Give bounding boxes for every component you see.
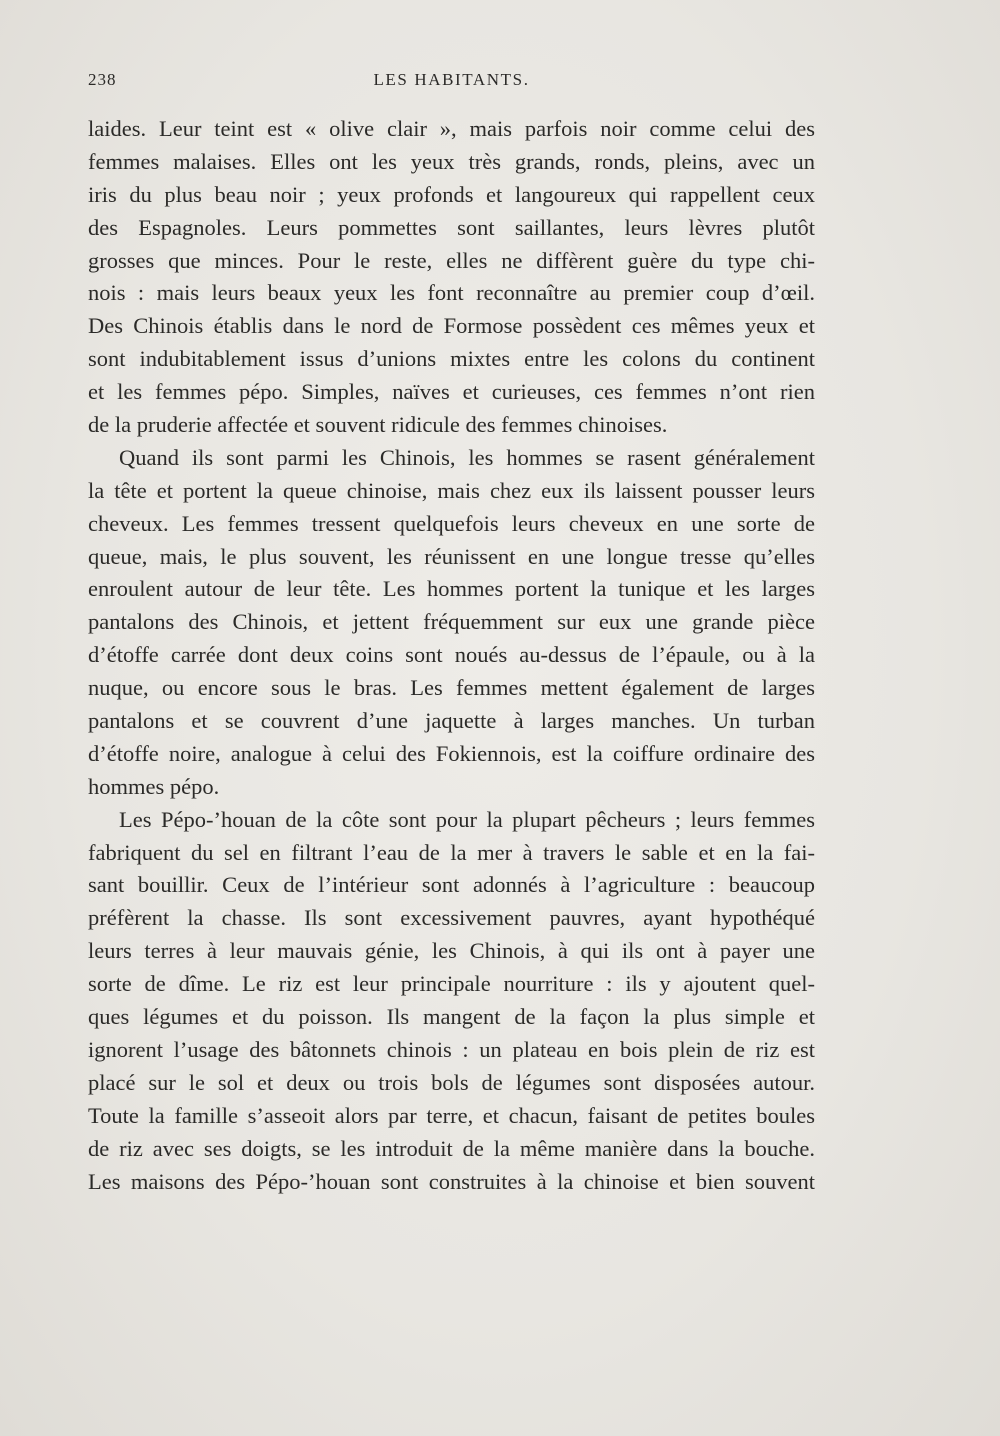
text-line: pantalons des Chinois, et jettent fréquemment sur eux une grande pièce <box>88 609 815 635</box>
text-line: laides. Leur teint est « olive clair », mais parfois noir comme celui des <box>88 116 815 141</box>
text-line: sorte de dîme. Le riz est leur principale nourriture : ils y ajoutent quel- <box>88 971 815 997</box>
text-line: Des Chinois établis dans le nord de Formose possèdent ces mêmes yeux et <box>88 313 815 339</box>
text-line: Quand ils sont parmi les Chinois, les hommes se rasent généralement <box>119 444 815 470</box>
text-line: de riz avec ses doigts, se les introduit de la même manière dans la bouche. <box>88 1135 815 1161</box>
text-line: Toute la famille s’asseoit alors par terre, et chacun, faisant de petites boules <box>88 1102 815 1128</box>
text-line: nuque, ou encore sous le bras. Les femmes mettent également de larges <box>88 675 815 701</box>
text-line: d’étoffe noire, analogue à celui des Fokiennois, est la coiffure ordinaire des <box>88 740 815 766</box>
text-line: nois : mais leurs beaux yeux les font reconnaître au premier coup d’œil. <box>88 280 815 306</box>
text-line: enroulent autour de leur tête. Les hommes portent la tunique et les larges <box>88 576 815 602</box>
text-line: ignorent l’usage des bâtonnets chinois : un plateau en bois plein de riz est <box>88 1036 815 1062</box>
text-line: leurs terres à leur mauvais génie, les Chinois, à qui ils ont à payer une <box>88 938 815 964</box>
body-text <box>88 113 815 1198</box>
text-line: Les Pépo-’houan de la côte sont pour la plupart pêcheurs ; leurs femmes <box>119 806 815 832</box>
text-line: et les femmes pépo. Simples, naïves et curieuses, ces femmes n’ont rien <box>88 379 815 405</box>
text-line: sant bouillir. Ceux de l’intérieur sont adonnés à l’agriculture : beaucoup <box>88 872 815 898</box>
text-line: d’étoffe carrée dont deux coins sont noués au-dessus de l’épaule, ou à la <box>88 642 815 668</box>
text-line: pantalons et se couvrent d’une jaquette à larges manches. Un turban <box>88 708 815 734</box>
text-line: de la pruderie affectée et souvent ridicule des femmes chinoises. <box>88 412 668 438</box>
text-line: Les maisons des Pépo-’houan sont construites à la chinoise et bien souvent <box>88 1168 815 1194</box>
text-line: préfèrent la chasse. Ils sont excessivement pauvres, ayant hypothéqué <box>88 905 815 931</box>
text-line: femmes malaises. Elles ont les yeux très grands, ronds, pleins, avec un <box>88 148 815 174</box>
text-line: grosses que minces. Pour le reste, elles ne diffèrent guère du type chi- <box>88 247 815 273</box>
text-line: ques légumes et du poisson. Ils mangent de la façon la plus simple et <box>88 1004 815 1030</box>
running-head: LES HABITANTS. <box>373 70 530 89</box>
text-line: sont indubitablement issus d’unions mixtes entre les colons du continent <box>88 346 815 372</box>
text-line: hommes pépo. <box>88 773 220 799</box>
text-line: fabriquent du sel en filtrant l’eau de la mer à travers le sable et en la fai- <box>88 839 815 865</box>
text-line: queue, mais, le plus souvent, les réunissent en une longue tresse qu’elles <box>88 543 815 569</box>
page-number: 238 <box>88 70 117 89</box>
text-line: la tête et portent la queue chinoise, mais chez eux ils laissent pousser leurs <box>88 477 815 503</box>
page-header <box>88 70 815 100</box>
text-line: cheveux. Les femmes tressent quelquefois leurs cheveux en une sorte de <box>88 510 815 536</box>
text-line: des Espagnoles. Leurs pommettes sont saillantes, leurs lèvres plutôt <box>88 214 815 240</box>
text-line: iris du plus beau noir ; yeux profonds et langoureux qui rappellent ceux <box>88 181 815 207</box>
text-line: placé sur le sol et deux ou trois bols de légumes sont disposées autour. <box>88 1069 815 1095</box>
